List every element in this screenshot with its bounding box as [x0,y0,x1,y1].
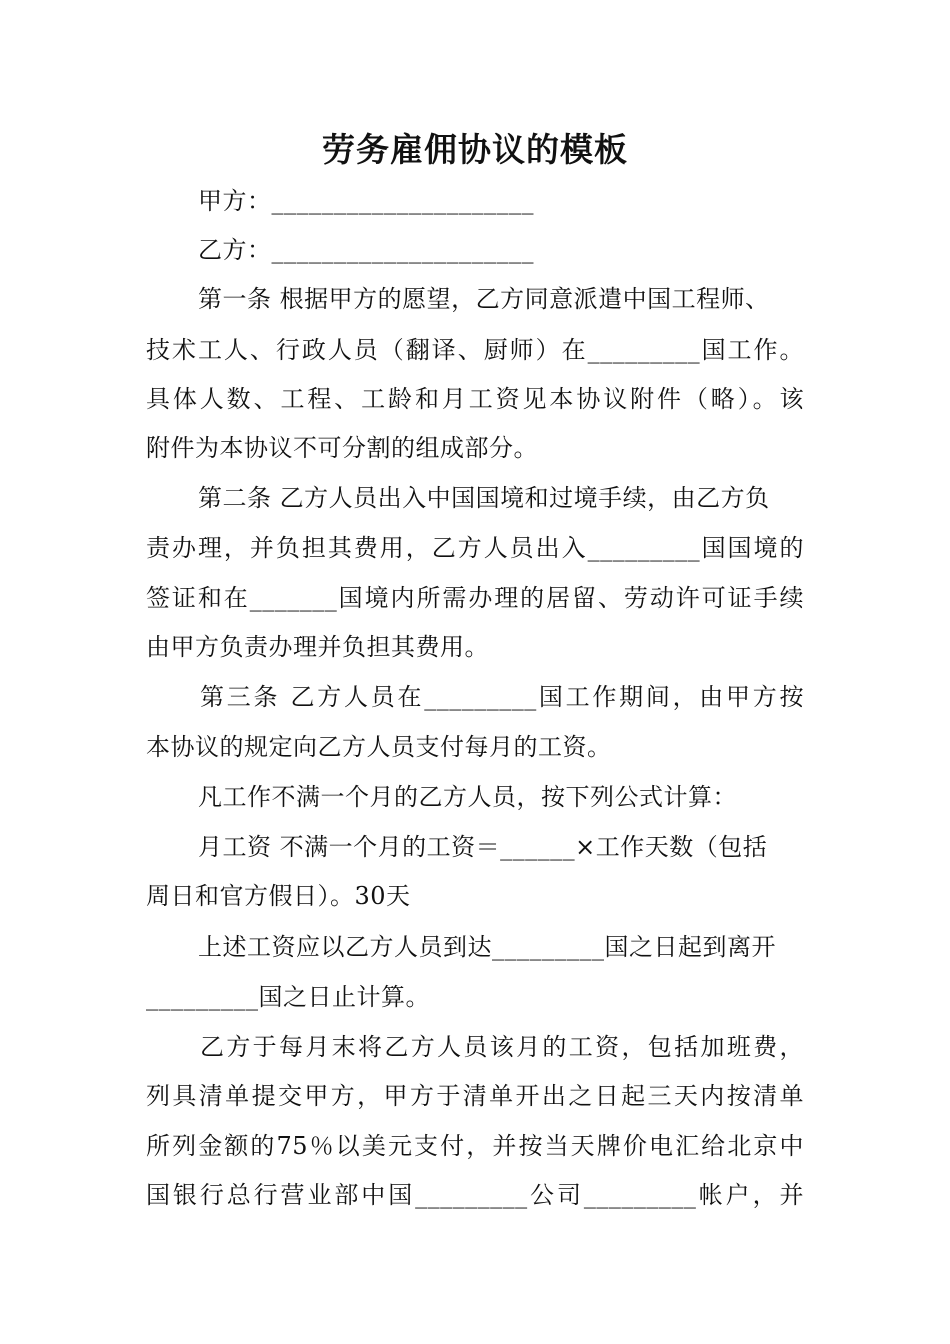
formula-line-2: 周日和官方假日）。30天 [146,882,411,910]
article-3-line-2: 本协议的规定向乙方人员支付每月的工资。 [146,733,612,761]
article-1-line-3: 具体人数、工程、工龄和月工资见本协议附件（略）。该 [146,385,804,413]
payment-line-4: 国银行总行营业部中国_________公司_________帐户，并 [146,1181,804,1209]
article-2-line-2: 责办理，并负担其费用，乙方人员出入_________国国境的 [146,534,804,562]
wage-period-line-2: _________国之日止计算。 [146,983,430,1011]
article-2-line-1: 第二条 乙方人员出入中国国境和过境手续，由乙方负 [198,484,770,512]
payment-line-3: 所列金额的75％以美元支付，并按当天牌价电汇给北京中 [146,1132,804,1160]
party-b-line: 乙方：_____________________ [198,236,534,264]
article-1-line-2: 技术工人、行政人员（翻译、厨师）在_________国工作。 [146,336,804,364]
formula-intro-line: 凡工作不满一个月的乙方人员，按下列公式计算： [198,783,737,811]
document-title: 劳务雇佣协议的模板 [322,130,628,169]
article-2-line-3: 签证和在_______国境内所需办理的居留、劳动许可证手续 [146,584,804,612]
payment-line-2: 列具清单提交甲方，甲方于清单开出之日起三天内按清单 [146,1082,804,1110]
wage-period-line-1: 上述工资应以乙方人员到达_________国之日起到离开 [198,933,776,961]
article-1-line-1: 第一条 根据甲方的愿望，乙方同意派遣中国工程师、 [198,285,770,313]
article-3-line-1: 第三条 乙方人员在_________国工作期间，由甲方按 [200,683,804,711]
formula-line-1: 月工资 不满一个月的工资＝______×工作天数（包括 [198,833,768,861]
article-2-line-4: 由甲方负责办理并负担其费用。 [146,633,489,661]
party-a-line: 甲方：_____________________ [198,187,534,215]
article-1-line-4: 附件为本协议不可分割的组成部分。 [146,434,538,462]
payment-line-1: 乙方于每月末将乙方人员该月的工资，包括加班费， [200,1033,804,1061]
